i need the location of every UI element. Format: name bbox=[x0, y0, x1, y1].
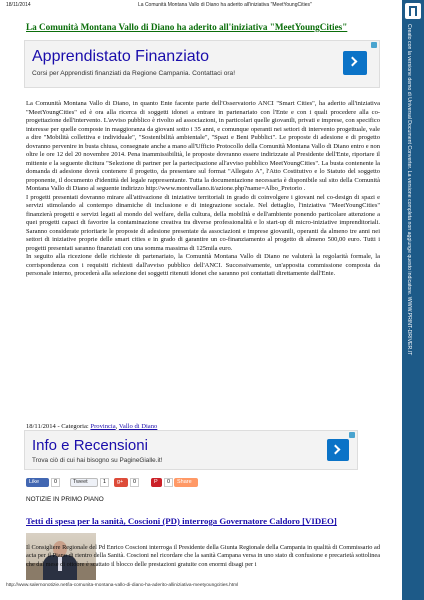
ad-banner[interactable] bbox=[24, 40, 380, 88]
share-button[interactable]: Share bbox=[174, 478, 198, 487]
adchoices-icon[interactable] bbox=[371, 42, 377, 48]
print-date: 18/11/2014 bbox=[6, 2, 31, 8]
google-plus-button[interactable]: g+ bbox=[114, 478, 128, 487]
section-heading: NOTIZIE IN PRIMO PIANO bbox=[26, 496, 104, 503]
category-link-provincia[interactable]: Provincia bbox=[90, 423, 116, 430]
converter-sidebar bbox=[402, 0, 424, 600]
pin-count: 0 bbox=[164, 478, 173, 487]
article-body bbox=[26, 100, 380, 279]
category-link-vallo-di-diano[interactable]: Vallo di Diano bbox=[118, 423, 158, 430]
related-paragraph: Il Consigliere Regionale del Pd Enrico Coscioni interroga il Presidente della Giunta Regionale della Campania in qualità di Commissario ad acta per il Piano di rientro della Sanità. Coscioni nel ricordare che la sanità Campana versa in uno stato di confusione e precarietà sottolinea che dal mese di ottobre è scattato il blocco delle prestazioni gratuite con enormi disagi per i bbox=[26, 544, 380, 568]
print-footer-url: http://www.salernonotizie.net/la-comunita-montana-vallo-di-diano-ha-aderito-alliniziativa-meetyoungcities.html bbox=[6, 583, 239, 588]
article-meta: 18/11/2014 - Categoria: Provincia, Vallo di Diano bbox=[26, 423, 158, 430]
tweet-count: 1 bbox=[100, 478, 109, 487]
chevron-right-icon bbox=[348, 57, 358, 67]
gplus-count: 0 bbox=[130, 478, 139, 487]
related-article-text bbox=[26, 544, 380, 569]
article-paragraph: In seguito alla ricezione delle richieste di partenariato, la Comunità Montana Vallo di Diano ne valuterà la regolarità formale, la corrispondenza con i requisiti richiesti dall'avviso pubblico dell'ANCI. Successivamente, un'apposita commissione composta da personale interno, procederà alla selezione dei soggetti ritenuti idonei che saranno poi contattati direttamente dall'Ente. bbox=[26, 253, 380, 277]
adchoices-icon[interactable] bbox=[349, 432, 355, 438]
facebook-like-button[interactable]: Like bbox=[26, 478, 49, 487]
ad-arrow-button[interactable] bbox=[327, 439, 349, 461]
ad-subtext: Corsi per Apprendisti finanziati da Regione Campania. Contattaci ora! bbox=[32, 70, 236, 77]
related-article-title[interactable]: Tetti di spesa per la sanità, Coscioni (PD) interroga Governatore Caldoro [VIDEO] bbox=[26, 516, 337, 526]
meta-date-category: 18/11/2014 - Categoria: bbox=[26, 423, 89, 430]
ad-arrow-button[interactable] bbox=[343, 51, 367, 75]
article-title[interactable]: La Comunità Montana Vallo di Diano ha aderito all'iniziativa "MeetYoungCities" bbox=[26, 22, 348, 32]
like-count: 0 bbox=[51, 478, 60, 487]
ad-subtext: Trova ciò di cui hai bisogno su PagineGialle.it! bbox=[32, 457, 163, 464]
pinterest-button[interactable]: P bbox=[151, 478, 162, 487]
converter-watermark-text: Creato con la versione demo di Universal Document Converter. La versione completa non aggiunge questo indicatore. WWW.PRINT-DRIVER.IT bbox=[406, 24, 412, 356]
article-paragraph: La Comunità Montana Vallo di Diano, in quanto Ente facente parte dell'Osservatorio ANCI "Smart Cities", ha aderito all'iniziativa "MeetYoungCities" ed è ora alla ricerca di soggetti idonei a entrare in partenariato con l'Ente e con i quali procedere alla co-progettazione dell'intervento. L'avviso pubblico è rivolto ad associazioni, in particolari quelle giovanili, privati e imprese, con specifico interesse per quelle composte in maggioranza da giovani sotto i 35 anni, e comunque operanti nei settori di intervento progettuale, vale a dire "Mobilità collettiva e individuale", "Sostenibilità ambientale", "Spazi e Beni Pubblici". Le proposte di adesione e di progetto dovranno pervenire in busta chiusa, consegnate anche a mano all'Ufficio Protocollo della Comunità Montana Vallo di Diano entro e non oltre le ore 12 del 20 novembre 2014. Pena inammissibilità, le proposte dovranno essere indirizzate al Presidente dell'Ente, riportare il mittente e la seguente dicitura "Selezione di partner per la partecipazione all'avviso pubblico MeetYoungCities". La busta contenente la domanda di adesione dovrà contenere il progetto, da presentare sul format "Allegato A", l'Atto Costitutivo e lo Statuto del soggetto proponente, il documento d'identità del legale rappresentante. Tutta la documentazione necessaria è disponibile sul sito della Comunità Montana Vallo di Diano al seguente indirizzo http://www.montvallano.it/azione.php?name=Albo_Pretorio . bbox=[26, 100, 380, 192]
converter-logo-icon bbox=[405, 3, 421, 19]
ad-headline[interactable]: Apprendistato Finanziato bbox=[32, 48, 209, 65]
ad-banner[interactable] bbox=[24, 430, 358, 470]
print-page-title: La Comunità Montana Vallo di Diano ha aderito all'iniziativa "MeetYoungCities" bbox=[138, 2, 312, 8]
ad-headline[interactable]: Info e Recensioni bbox=[32, 437, 148, 454]
tweet-button[interactable]: Tweet bbox=[70, 478, 98, 487]
chevron-right-icon bbox=[331, 445, 341, 455]
article-paragraph: I progetti presentati dovranno mirare all'attivazione di iniziative territoriali in grado di coinvolgere i giovani nel co-design di spazi e servizi stimolando al contempo dinamiche di inclusione e di integrazione sociale. Nel dettaglio, l'iniziativa "MeetYoungCities" finanzierà progetti e servizi legati al mondo del welfare, della cultura, della mobilità e dell'ambiente ponendo particolare attenzione a quei progetti capaci di favorire la contaminazione creativa tra diverse professionalità e lo start-up di micro-iniziative imprenditoriali. Saranno considerate prioritarie le proposte di adesione presentate da associazioni e imprese giovanili, operanti da almeno tre anni nei settori di iniziative proprie delle smart cities e in grado di garantire un co-finanziamento al progetto di almeno 500,00 euro. Tutti i progetti presentati saranno finanziati con una somma massima di 125mila euro. bbox=[26, 193, 380, 252]
